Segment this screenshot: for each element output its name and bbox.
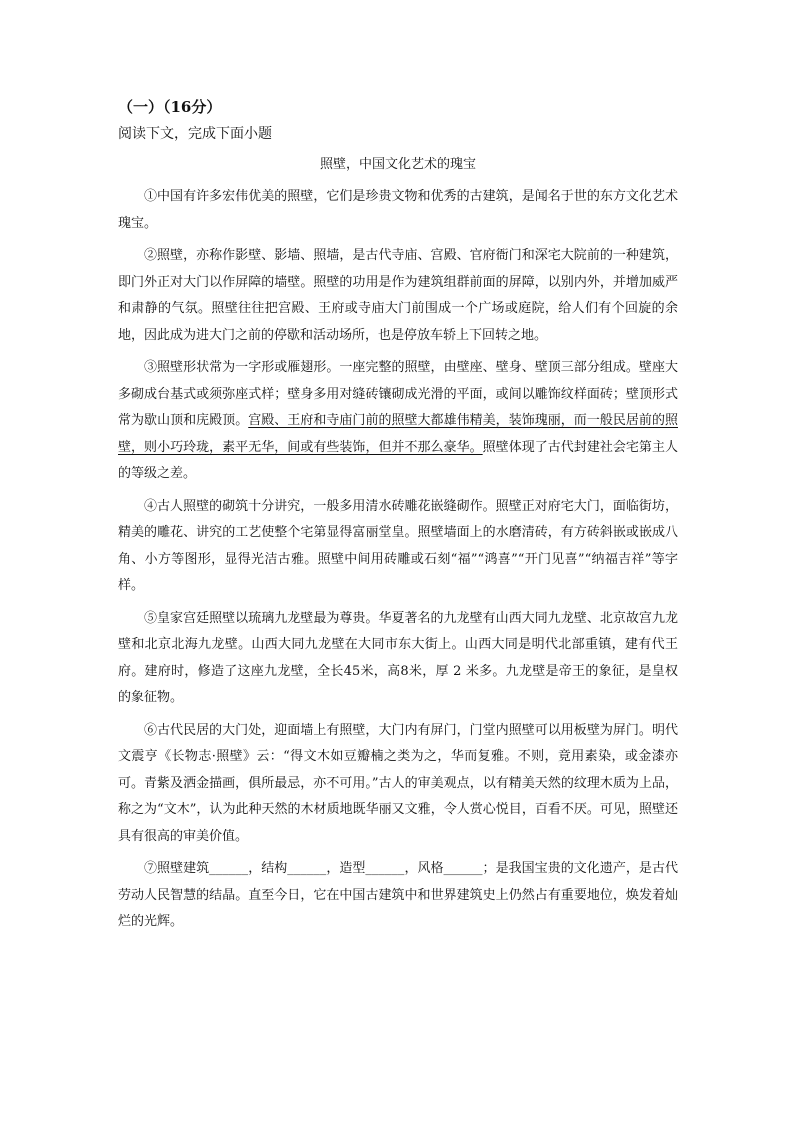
section-heading: （一）（16分）: [118, 98, 222, 116]
paragraph-3: [118, 355, 678, 488]
paragraph-3-underlined-sentence: 宫殿、王府和寺庙门前的照壁大都雄伟精美，装饰瑰丽，而一般民居前的照壁，则小巧玲珑，素平无华，间或有些装饰，但并不那么豪华。: [118, 413, 678, 455]
article-title: 照壁，中国文化艺术的瑰宝: [319, 157, 476, 172]
paragraph-2: ②照壁，亦称作影壁、影墙、照墙，是古代寺庙、宫殿、官府衙门和深宅大院前的一种建筑，即门外正对大门以作屏障的墙壁。照壁的功用是作为建筑组群前面的屏障，以别内外，并增加威严和肃静的气氛。照壁往往把宫殿、王府或寺庙大门前围成一个广场或庭院，给人们有个回旋的余地，因此成为进大门之前的停歇和活动场所，也是停放车轿上下回转之地。: [118, 248, 678, 343]
paragraph-1: ①中国有许多宏伟优美的照壁，它们是珍贵文物和优秀的古建筑，是闻名于世的东方文化艺术瑰宝。: [118, 189, 678, 231]
paragraph-7: ⑦照壁建筑______，结构______，造型______，风格______；是我国宝贵的文化遗产，是古代劳动人民智慧的结晶。直至今日，它在中国古建筑中和世界建筑史上仍然占有重要地位，焕发着灿烂的光辉。: [118, 861, 678, 929]
paragraph-5: ⑤皇家宫廷照壁以琉璃九龙壁最为尊贵。华夏著名的九龙壁有山西大同九龙壁、北京故宫九龙壁和北京北海九龙壁。山西大同九龙壁在大同市东大街上。山西大同是明代北部重镇，建有代王府。建府时，修造了这座九龙壁，全长45米，高8米，厚 2 米多。九龙壁是帝王的象征，是皇权的象征物。: [118, 610, 678, 705]
paragraph-3-part-1: ③照壁形状常为一字形或雁翅形。一座完整的照壁，由壁座、壁身、壁顶三部分组成。壁座大多砌成台基式或须弥座式样；壁身多用对缝砖镶砌成光滑的平面，或间以雕饰纹样面砖；壁顶形式常为歇山顶和庑殿顶。: [118, 360, 678, 428]
paragraph-3-part-2: 照壁体现了古代封建社会宅第主人的等级之差。: [118, 439, 678, 481]
instruction-text: 阅读下文，完成下面小题: [118, 126, 272, 142]
paragraph-4: ④古人照壁的砌筑十分讲究，一般多用清水砖雕花嵌缝砌作。照壁正对府宅大门，面临街坊，精美的雕花、讲究的工艺使整个宅第显得富丽堂皇。照壁墙面上的水磨清砖，有方砖斜嵌或嵌成八角、小方等图形，显得光洁古雅。照壁中间用砖雕或石刻“福”“鸿喜”“开门见喜”“纳福吉祥”等字样。: [118, 498, 678, 593]
paragraph-6: ⑥古代民居的大门处，迎面墙上有照壁，大门内有屏门，门堂内照壁可以用板壁为屏门。明代文震亨《长物志·照壁》云：“得文木如豆瓣楠之类为之，华而复雅。不则，竟用素染，或金漆亦可。青紫及洒金描画，俱所最忌，亦不可用。”古人的审美观点，以有精美天然的纹理木质为上品，称之为“文木”，认为此种天然的木材质地既华丽又文雅，令人赏心悦目，百看不厌。可见，照壁还具有很高的审美价值。: [118, 722, 678, 844]
